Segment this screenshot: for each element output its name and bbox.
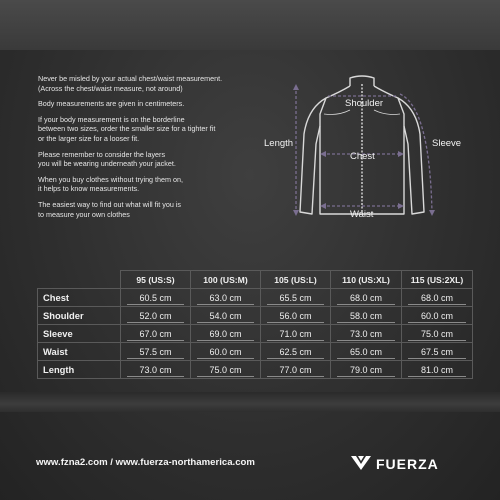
note-2: Body measurements are given in centimeters. [38, 99, 185, 109]
footer [0, 445, 500, 485]
measurement-cell [402, 343, 473, 361]
cell-value: 75.0 cm [191, 365, 260, 375]
cell-value: 65.5 cm [261, 293, 330, 303]
cell-value: 79.0 cm [331, 365, 401, 375]
cell-value: 67.5 cm [402, 347, 472, 357]
measurement-cell [191, 343, 261, 361]
cell-value: 54.0 cm [191, 311, 260, 321]
row-label: Waist [38, 343, 121, 361]
cell-value: 65.0 cm [331, 347, 401, 357]
size-chart-table [37, 270, 473, 379]
fuerza-v-logo-icon [350, 455, 372, 471]
size-header: 100 (US:M) [191, 271, 261, 289]
diagram-label-sleeve: Sleeve [432, 138, 462, 149]
cell-value: 60.5 cm [121, 293, 190, 303]
size-header: 105 (US:L) [261, 271, 331, 289]
note-5: When you buy clothes without trying them on, it helps to know measurements. [38, 174, 184, 194]
cell-value: 57.5 cm [121, 347, 190, 357]
brand-name: FUERZA [376, 456, 439, 472]
measurement-cell [331, 325, 402, 343]
measurement-cell [261, 325, 331, 343]
note-6: The easiest way to find out what will fit you is to measure your own clothes [38, 199, 182, 219]
measurement-cell [402, 289, 473, 307]
cell-value: 52.0 cm [121, 311, 190, 321]
cell-value: 81.0 cm [402, 365, 472, 375]
measurement-cell [261, 289, 331, 307]
website-urls[interactable]: www.fzna2.com / www.fuerza-northamerica.com [36, 457, 255, 468]
table-row-waist [38, 343, 473, 361]
top-bar [0, 0, 500, 50]
cell-value: 75.0 cm [402, 329, 472, 339]
measurement-cell [121, 289, 191, 307]
note-1: Never be misled by your actual chest/waist measurement. (Across the chest/waist measure, not around) [38, 74, 223, 93]
measurement-cell [121, 343, 191, 361]
measurement-cell [402, 325, 473, 343]
measurement-cell [261, 343, 331, 361]
cell-value: 68.0 cm [402, 293, 472, 303]
measurement-cell [191, 289, 261, 307]
cell-value: 58.0 cm [331, 311, 401, 321]
note-3: If your body measurement is on the borderline between two sizes, order the smaller size for a tighter fit or the larger size for a looser fit. [38, 114, 216, 143]
measurement-notes [38, 74, 288, 225]
measurement-cell [121, 325, 191, 343]
measurement-cell [261, 361, 331, 379]
diagram-label-shoulder: Shoulder [345, 98, 384, 109]
row-label: Length [38, 361, 121, 379]
cell-value: 73.0 cm [121, 365, 190, 375]
cell-value: 73.0 cm [331, 329, 401, 339]
cell-value: 67.0 cm [121, 329, 190, 339]
row-label: Chest [38, 289, 121, 307]
measurement-cell [121, 307, 191, 325]
measurement-cell [331, 307, 402, 325]
measurement-cell [121, 361, 191, 379]
cell-value: 60.0 cm [402, 311, 472, 321]
measurement-cell [261, 307, 331, 325]
cell-value: 69.0 cm [191, 329, 260, 339]
size-header: 115 (US:2XL) [402, 271, 473, 289]
table-row-length [38, 361, 473, 379]
measurement-cell [331, 289, 402, 307]
measurement-cell [402, 361, 473, 379]
diagram-label-waist: Waist [350, 209, 374, 220]
row-label: Shoulder [38, 307, 121, 325]
size-header-row [38, 271, 473, 289]
size-header: 110 (US:XL) [331, 271, 402, 289]
measurement-cell [331, 361, 402, 379]
cell-value: 63.0 cm [191, 293, 260, 303]
measurement-cell [402, 307, 473, 325]
measurement-cell [191, 325, 261, 343]
table-row-chest [38, 289, 473, 307]
row-label: Sleeve [38, 325, 121, 343]
note-4: Please remember to consider the layers you will be wearing underneath your jacket. [38, 149, 176, 169]
table-row-shoulder [38, 307, 473, 325]
measurement-cell [331, 343, 402, 361]
measurement-cell [191, 307, 261, 325]
cell-value: 62.5 cm [261, 347, 330, 357]
corner-cell [38, 271, 121, 289]
cell-value: 68.0 cm [331, 293, 401, 303]
cell-value: 60.0 cm [191, 347, 260, 357]
cell-value: 56.0 cm [261, 311, 330, 321]
cell-value: 77.0 cm [261, 365, 330, 375]
diagram-label-chest: Chest [350, 151, 375, 162]
measurement-cell [191, 361, 261, 379]
diagram-label-length: Length [264, 138, 294, 149]
cell-value: 71.0 cm [261, 329, 330, 339]
shelf-divider [0, 392, 500, 412]
size-header: 95 (US:S) [121, 271, 191, 289]
table-row-sleeve [38, 325, 473, 343]
jacket-measurement-diagram [258, 74, 498, 239]
